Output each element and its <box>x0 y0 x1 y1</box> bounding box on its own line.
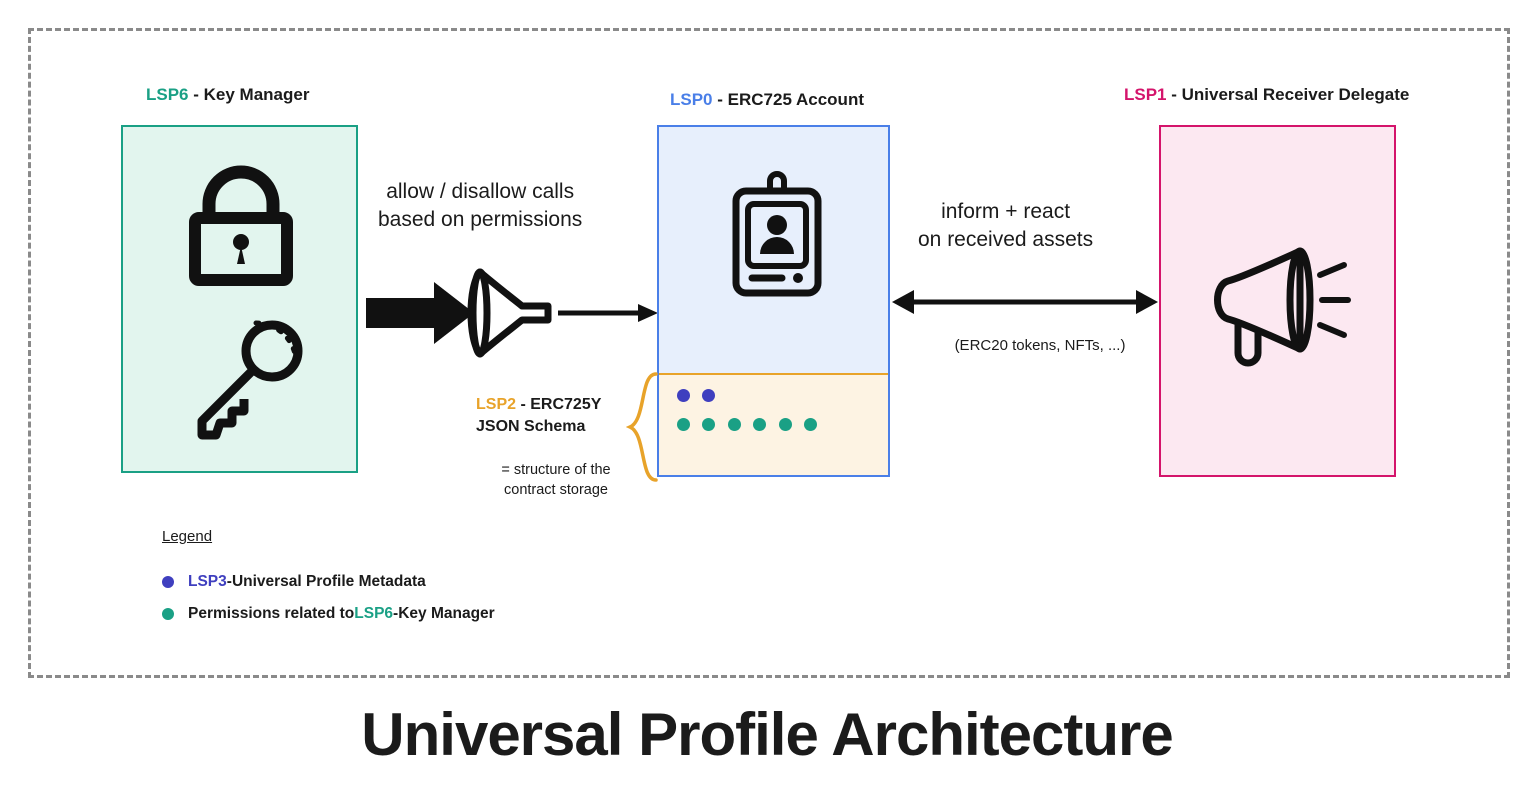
thick-right-arrow <box>366 282 474 344</box>
lsp0-title <box>670 90 864 110</box>
legend-lsp6-prefix: Permissions related to <box>188 605 355 622</box>
lsp6-box <box>121 125 358 473</box>
lsp0-code: LSP0 <box>670 90 713 109</box>
lsp6-title <box>146 85 309 105</box>
lsp6-name: Key Manager <box>203 85 310 104</box>
lsp1-box <box>1159 125 1396 477</box>
storage-dot-lsp3 <box>677 389 690 402</box>
lsp2-sub-line1: = structure of the <box>501 462 611 478</box>
key-icon <box>171 302 321 452</box>
legend-dot-lsp6 <box>162 608 174 620</box>
lsp1-title <box>1124 85 1409 105</box>
lsp2-name-line2: JSON Schema <box>476 417 586 435</box>
legend-item-lsp6 <box>162 605 495 623</box>
lsp0-storage-region <box>659 373 888 475</box>
legend-lsp6-text: Key Manager <box>398 605 495 622</box>
curly-brace-icon <box>626 372 660 482</box>
legend-lsp3-text: Universal Profile Metadata <box>231 573 426 590</box>
storage-dot-lsp6 <box>779 418 792 431</box>
lsp1-separator: - <box>1166 85 1182 104</box>
megaphone-icon <box>1201 227 1356 377</box>
lsp2-separator: - <box>516 396 531 413</box>
lsp6-separator: - <box>188 85 204 104</box>
lsp6-code: LSP6 <box>146 85 189 104</box>
padlock-icon <box>171 155 311 295</box>
assets-flow-line1: inform + react <box>941 200 1071 223</box>
legend-lsp3-code: LSP3 <box>188 573 227 590</box>
permissions-flow-arrow-group <box>362 258 662 368</box>
lsp2-sub-line2: contract storage <box>504 481 608 498</box>
legend-item-lsp3 <box>162 573 426 591</box>
assets-flow-label <box>918 198 1093 255</box>
storage-dot-lsp6 <box>804 418 817 431</box>
thin-right-arrow <box>558 304 658 322</box>
storage-dot-lsp6 <box>753 418 766 431</box>
permissions-flow-line1: allow / disallow calls <box>386 180 575 203</box>
lsp2-code: LSP2 <box>476 396 517 413</box>
id-card-icon <box>719 167 834 307</box>
legend-lsp3-separator: - <box>226 573 232 590</box>
funnel-icon <box>471 272 548 354</box>
lsp0-name: ERC725 Account <box>727 90 864 109</box>
double-headed-arrow-icon <box>890 275 1160 329</box>
lsp1-code: LSP1 <box>1124 85 1167 104</box>
storage-dot-lsp6 <box>702 418 715 431</box>
legend-lsp6-separator: - <box>393 605 399 622</box>
lsp0-separator: - <box>712 90 728 109</box>
assets-flow-note: (ERC20 tokens, NFTs, ...) <box>954 337 1126 354</box>
lsp2-annotation-label <box>476 394 626 437</box>
lsp2-annotation-sub <box>476 461 636 500</box>
permissions-flow-line2: based on permissions <box>378 208 583 232</box>
storage-dot-lsp6 <box>677 418 690 431</box>
page-title: Universal Profile Architecture <box>361 701 1173 768</box>
lsp2-name-line1: ERC725Y <box>530 396 602 413</box>
assets-flow-line2: on received assets <box>918 228 1094 252</box>
storage-dots-row-lsp6 <box>677 418 825 436</box>
storage-dot-lsp3 <box>702 389 715 402</box>
legend-title: Legend <box>162 528 213 545</box>
storage-dot-lsp6 <box>728 418 741 431</box>
lsp1-name: Universal Receiver Delegate <box>1181 85 1410 104</box>
lsp0-box <box>657 125 890 477</box>
legend-lsp6-code: LSP6 <box>354 605 394 622</box>
legend-dot-lsp3 <box>162 576 174 588</box>
permissions-flow-label <box>378 178 582 235</box>
storage-dots-row-lsp3 <box>677 389 723 407</box>
